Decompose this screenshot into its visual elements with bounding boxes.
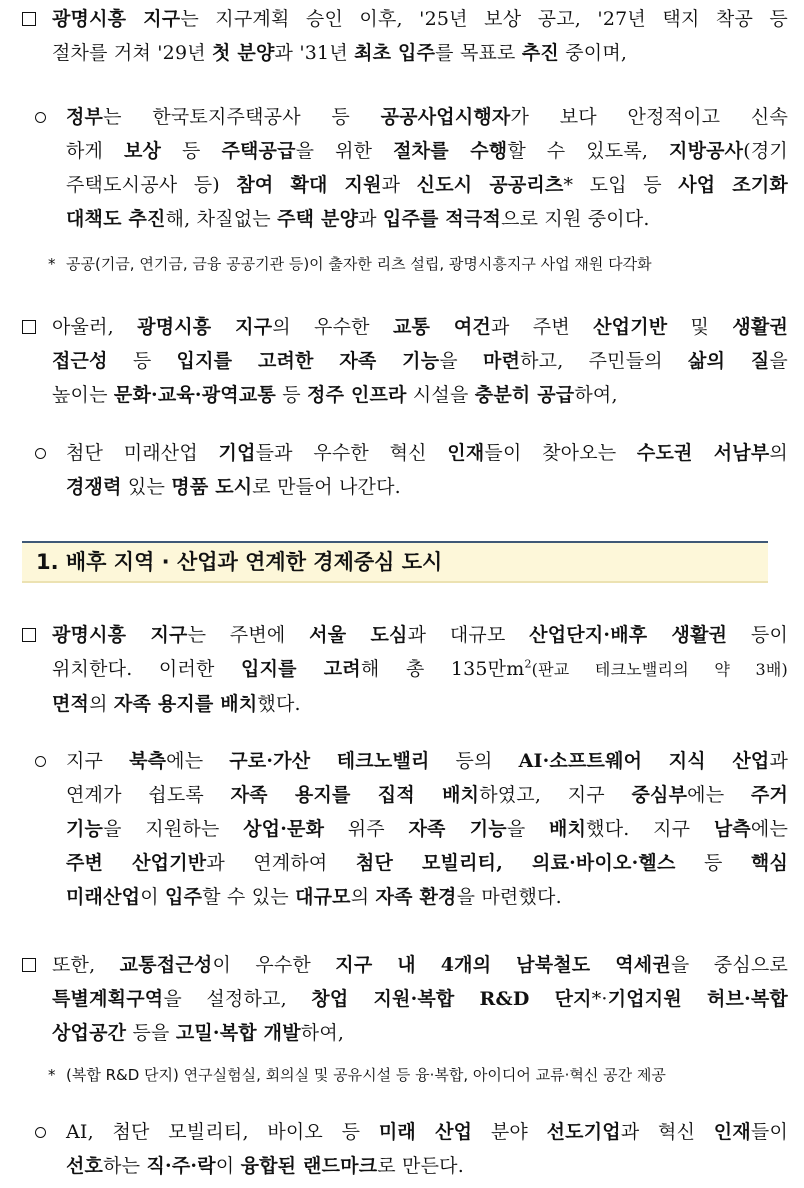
paragraph-line [66, 202, 788, 236]
paragraph-line [66, 880, 788, 914]
text-bold: 자족 환경 [375, 886, 457, 908]
text-bold: 대책도 추진 [66, 208, 166, 230]
text: 주택도시공사 등) [66, 174, 237, 196]
text-bold: 주변 산업기반 [66, 852, 207, 874]
square-bullet-icon [22, 320, 36, 334]
text-bold: 특별계획구역 [52, 988, 164, 1010]
text: 이 [140, 886, 166, 908]
text: 과 [358, 208, 383, 230]
text: 할 수 있는 [202, 886, 296, 908]
text: 위치한다. 이러한 [52, 658, 242, 680]
text-bold: 중심부 [631, 784, 688, 806]
text: 을 설정하고, [163, 988, 312, 1010]
circle-bullet-icon [35, 1127, 46, 1138]
text-bold: 수도권 서남부 [636, 442, 770, 464]
text: * 도입 등 [563, 174, 679, 196]
paragraph-line [66, 1115, 788, 1149]
text: 을 지원하는 [103, 818, 244, 840]
text-bold: 공공사업시행자 [380, 106, 511, 128]
text: 에는 [687, 784, 751, 806]
square-bullet-icon [22, 12, 36, 26]
text-bold: 산업단지·배후 생활권 [529, 624, 728, 646]
text-bold: 주거 [750, 784, 789, 806]
text: 등 [275, 384, 308, 406]
text: AI, 첨단 모빌리티, 바이오 등 [66, 1121, 379, 1143]
text-bold: 절차를 수행 [393, 140, 508, 162]
text-bold: 북측 [129, 750, 167, 772]
text-bold: 첨단 모빌리티, 의료·바이오·헬스 [355, 852, 676, 874]
text-bold: 교통 여건 [392, 316, 491, 338]
text: 등 [161, 140, 222, 162]
text: 이 [215, 1155, 241, 1177]
text-bold: 상업공간 [52, 1022, 127, 1044]
paragraph-line [66, 168, 788, 202]
text: (경기 [743, 140, 788, 162]
text-bold: 직·주·락 [146, 1155, 216, 1177]
text-bold: 배치 [549, 818, 587, 840]
text: 등의 [429, 750, 519, 772]
text: 해 총 135만m [360, 658, 525, 680]
text-bold: 명품 도시 [171, 476, 253, 498]
text: 를 목표로 [435, 42, 522, 64]
paragraph-line [66, 436, 788, 470]
circle-bullet-icon [35, 112, 46, 123]
paragraph-line [66, 134, 788, 168]
note-marker: * [48, 1066, 56, 1084]
text-bold: 참여 확대 지원 [236, 174, 382, 196]
square-bullet-icon [22, 958, 36, 972]
paragraph-line [52, 687, 788, 721]
text: 로 만든다. [377, 1155, 464, 1177]
text: 과 [769, 750, 788, 772]
circle-bullet-icon [35, 756, 46, 767]
text-small: (판교 테크노밸리의 약 3배) [531, 660, 788, 679]
text: 는 한국토지주택공사 등 [103, 106, 381, 128]
paragraph-2 [66, 100, 788, 236]
text-bold: 삶의 질 [688, 350, 770, 372]
text-bold: 입주 [165, 886, 203, 908]
paragraph-line [52, 2, 788, 36]
text: 아울러, [52, 316, 138, 338]
text-bold: 고밀·복합 개발 [175, 1022, 301, 1044]
text-bold: 기업 [218, 442, 256, 464]
text: 등 [107, 350, 177, 372]
paragraph-5 [52, 618, 788, 721]
text-bold: 마련 [483, 350, 521, 372]
text: 등을 [126, 1022, 176, 1044]
text-bold: 경쟁력 [66, 476, 122, 498]
text: 는 지구계획 승인 이후, '25년 보상 공고, '27년 택지 착공 등 [180, 8, 788, 30]
text: 위주 [324, 818, 409, 840]
circle-bullet-icon [35, 448, 46, 459]
text-bold: 입지를 고려한 자족 기능 [176, 350, 440, 372]
text: 및 [667, 316, 733, 338]
text: 에는 [750, 818, 789, 840]
paragraph-line [66, 744, 788, 778]
paragraph-1 [52, 2, 788, 70]
text-bold: 자족 용지를 집적 배치 [230, 784, 480, 806]
text: 했다. 지구 [586, 818, 714, 840]
paragraph-4 [66, 436, 788, 504]
text-bold: 자족 기능 [408, 818, 507, 840]
text: 등 [675, 852, 751, 874]
text: 의 [89, 693, 114, 715]
text: 는 주변에 [187, 624, 310, 646]
text: 하여, [300, 1022, 345, 1044]
paragraph-line [52, 1016, 788, 1050]
text-bold: 첫 분양 [212, 42, 275, 64]
text: 과 [381, 174, 417, 196]
paragraph-line [52, 652, 788, 687]
text-bold: 광명시흥 지구 [52, 624, 188, 646]
text: 과 주변 [490, 316, 594, 338]
note-marker: * [48, 255, 56, 273]
text: 첨단 미래산업 [66, 442, 219, 464]
text: 하였고, 지구 [479, 784, 632, 806]
text-bold: 문화·교육·광역교통 [113, 384, 276, 406]
text-bold: 입지를 고려 [241, 658, 361, 680]
text: 분야 [472, 1121, 547, 1143]
paragraph-line [66, 846, 788, 880]
text: 에는 [166, 750, 230, 772]
text: 연계가 쉽도록 [66, 784, 231, 806]
text: 높이는 [52, 384, 114, 406]
text-bold: 기업지원 허브·복합 [607, 988, 788, 1010]
text: 또한, [52, 954, 120, 976]
text: 을 마련했다. [456, 886, 562, 908]
text: 가 보다 안정적이고 신속 [510, 106, 788, 128]
text: 등이 [727, 624, 788, 646]
text: 을 위한 [295, 140, 394, 162]
paragraph-line [66, 1149, 788, 1183]
paragraph-line [52, 948, 788, 982]
text: 의 [350, 886, 376, 908]
text-bold: 미래 산업 [378, 1121, 473, 1143]
text-bold: 선도기업 [546, 1121, 621, 1143]
text-bold: AI·소프트웨어 지식 산업 [518, 750, 770, 772]
text: 하고, 주민들의 [520, 350, 689, 372]
text-bold: 최초 입주 [354, 42, 436, 64]
text-bold: 융합된 랜드마크 [240, 1155, 378, 1177]
text-bold: 충분히 공급 [474, 384, 575, 406]
text: 과 혁신 [620, 1121, 714, 1143]
paragraph-8 [66, 1115, 788, 1183]
text: 로 만들어 나간다. [252, 476, 401, 498]
text-bold: 정부 [66, 106, 104, 128]
text: 들이 찾아오는 [484, 442, 637, 464]
text-bold: 인재 [713, 1121, 751, 1143]
text-bold: 정주 인프라 [307, 384, 407, 406]
text-bold: 자족 용지를 배치 [113, 693, 258, 715]
text-bold: 생활권 [732, 316, 789, 338]
text-bold: 미래산업 [66, 886, 141, 908]
text-bold: 광명시흥 지구 [137, 316, 273, 338]
text-bold: 추진 [521, 42, 559, 64]
text-bold: 남측 [713, 818, 751, 840]
text-bold: 지구 내 4개의 남북철도 역세권 [335, 954, 671, 976]
text-bold: 광명시흥 지구 [52, 8, 181, 30]
text: 있는 [121, 476, 172, 498]
text: 으로 지원 중이다. [501, 208, 650, 230]
superscript: 2 [524, 657, 532, 671]
section-title: 1. 배후 지역 · 산업과 연계한 경제중심 도시 [36, 550, 443, 574]
text-bold: 면적 [52, 693, 90, 715]
text-bold: 입주를 적극적 [382, 208, 502, 230]
text: 들이 [750, 1121, 788, 1143]
footnote-2 [48, 1064, 788, 1086]
paragraph-line [52, 344, 788, 378]
text: 중이며, [558, 42, 628, 64]
square-bullet-icon [22, 628, 36, 642]
text-bold: 상업·문화 [243, 818, 325, 840]
text: 할 수 있도록, [507, 140, 670, 162]
paragraph-line [66, 100, 788, 134]
text-bold: 대규모 [295, 886, 351, 908]
text: 시설을 [406, 384, 475, 406]
text-bold: 주택공급 [221, 140, 296, 162]
paragraph-line [52, 310, 788, 344]
text-bold: 신도시 공공리츠 [416, 174, 564, 196]
text: 하게 [66, 140, 124, 162]
paragraph-line [52, 618, 788, 652]
text-bold: 서울 도심 [309, 624, 408, 646]
paragraph-line [52, 36, 788, 70]
text-bold: 보상 [124, 140, 162, 162]
text: 하는 [103, 1155, 147, 1177]
paragraph-3 [52, 310, 788, 412]
text: 과 연계하여 [206, 852, 356, 874]
paragraph-line [66, 470, 788, 504]
paragraph-line [52, 982, 788, 1016]
footnote-1 [48, 253, 788, 275]
text: 의 우수한 [272, 316, 393, 338]
paragraph-7 [52, 948, 788, 1050]
text-bold: 핵심 [750, 852, 789, 874]
text: 지구 [66, 750, 130, 772]
text: 을 [439, 350, 484, 372]
text: 을 [769, 350, 788, 372]
text: 을 중심으로 [670, 954, 789, 976]
paragraph-line [52, 378, 788, 412]
text-bold: 창업 지원·복합 R&D 단지 [311, 988, 592, 1010]
text: 해, 차질없는 [165, 208, 278, 230]
text-bold: 주택 분양 [277, 208, 359, 230]
footnote-text: 공공(기금, 연기금, 금융 공공기관 등)이 출자한 리츠 설립, 광명시흥지구 사업 재원 다각화 [66, 255, 652, 273]
footnote-text: (복합 R&D 단지) 연구실험실, 회의실 및 공유시설 등 융·복합, 아이디어 교류·혁신 공간 제공 [66, 1066, 666, 1084]
text: 과 대규모 [407, 624, 530, 646]
text: 과 '31년 [274, 42, 355, 64]
text-bold: 산업기반 [593, 316, 668, 338]
text: 했다. [257, 693, 301, 715]
text: 이 우수한 [212, 954, 336, 976]
text: *· [591, 988, 608, 1010]
text: 절차를 거쳐 '29년 [52, 42, 213, 64]
text-bold: 교통접근성 [119, 954, 213, 976]
paragraph-line [66, 812, 788, 846]
text-bold: 지방공사 [669, 140, 744, 162]
text-bold: 기능 [66, 818, 104, 840]
text-bold: 선호 [66, 1155, 104, 1177]
text-bold: 인재 [447, 442, 485, 464]
text: 들과 우수한 혁신 [255, 442, 448, 464]
paragraph-line [66, 778, 788, 812]
text-bold: 사업 조기화 [678, 174, 788, 196]
text: 의 [769, 442, 788, 464]
text-bold: 접근성 [52, 350, 108, 372]
text: 을 [506, 818, 550, 840]
text: 하여, [574, 384, 618, 406]
paragraph-6 [66, 744, 788, 914]
text-bold: 구로·가산 테크노밸리 [229, 750, 430, 772]
